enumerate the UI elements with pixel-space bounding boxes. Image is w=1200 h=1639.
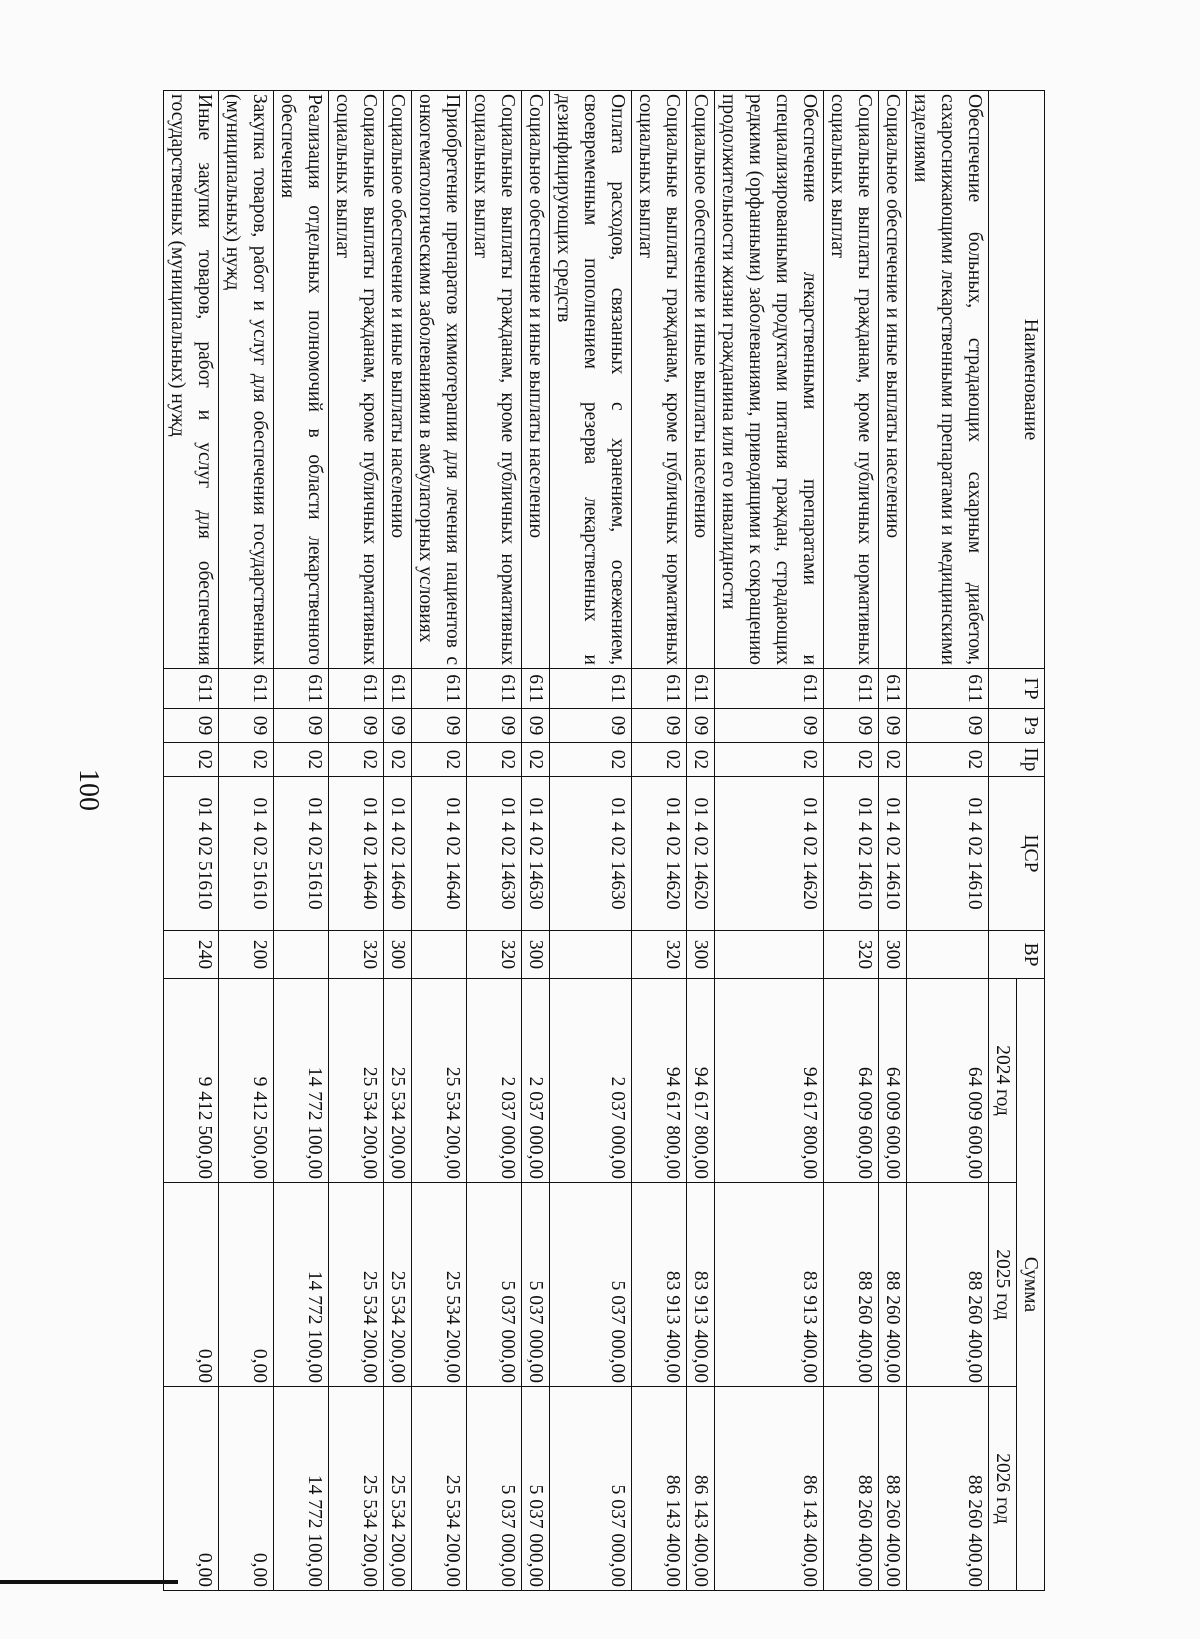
row-rz: 09 [715,709,824,743]
row-sum-2025: 0,00 [164,1183,219,1387]
row-vr: 320 [632,931,687,979]
row-rz: 09 [522,709,550,743]
row-pr: 02 [687,743,715,777]
table-row [412,91,467,1591]
row-sum-2026: 86 143 400,00 [687,1387,715,1591]
row-sum-2026: 86 143 400,00 [632,1387,687,1591]
row-sum-2025: 5 037 000,00 [467,1183,522,1387]
header-name: Наименование [989,91,1045,669]
row-name: Обеспечение больных, страдающих сахарным диабетом, сахароснижающими лекарственными препаратами и медицинскими изделиями [907,91,989,669]
row-pr: 02 [550,743,632,777]
row-rz: 09 [274,709,329,743]
row-rz: 09 [907,709,989,743]
rotated-table-container [167,90,1045,1590]
row-rz: 09 [329,709,384,743]
table-row [550,91,632,1591]
row-pr: 02 [879,743,907,777]
header-pr: Пр [989,743,1045,777]
row-sum-2025: 0,00 [219,1183,274,1387]
row-rz: 09 [412,709,467,743]
row-sum-2024: 64 009 600,00 [824,979,879,1183]
row-sum-2024: 25 534 200,00 [329,979,384,1183]
row-csr: 01 4 02 51610 [219,777,274,931]
row-vr: 300 [522,931,550,979]
row-rz: 09 [632,709,687,743]
table-row [384,91,412,1591]
table-header [989,91,1045,1591]
row-name: Приобретение препаратов химиотерапии для лечения пациентов с онкогематологическими заболеваниями в амбулаторных условиях [412,91,467,669]
header-csr: ЦСР [989,777,1045,931]
row-vr [412,931,467,979]
row-rz: 09 [467,709,522,743]
row-name: Социальные выплаты гражданам, кроме публичных нормативных социальных выплат [467,91,522,669]
row-csr: 01 4 02 14630 [550,777,632,931]
page-number: 100 [73,769,104,811]
row-pr: 02 [907,743,989,777]
table-row [329,91,384,1591]
row-sum-2026: 25 534 200,00 [329,1387,384,1591]
row-vr: 200 [219,931,274,979]
row-rz: 09 [687,709,715,743]
row-pr: 02 [715,743,824,777]
header-vr: ВР [989,931,1045,979]
row-vr [907,931,989,979]
row-sum-2025: 25 534 200,00 [329,1183,384,1387]
table-row [824,91,879,1591]
row-rz: 09 [164,709,219,743]
row-vr: 320 [329,931,384,979]
row-csr: 01 4 02 14640 [329,777,384,931]
table-row [274,91,329,1591]
row-sum-2026: 25 534 200,00 [412,1387,467,1591]
row-sum-2026: 5 037 000,00 [467,1387,522,1591]
row-sum-2026: 88 260 400,00 [824,1387,879,1591]
row-gr: 611 [274,669,329,709]
row-sum-2025: 14 772 100,00 [274,1183,329,1387]
row-gr: 611 [522,669,550,709]
row-gr: 611 [550,669,632,709]
row-gr: 611 [907,669,989,709]
table-row [879,91,907,1591]
budget-table [163,90,1045,1591]
row-gr: 611 [632,669,687,709]
row-gr: 611 [467,669,522,709]
scan-edge-mark [0,1580,178,1584]
row-csr: 01 4 02 14620 [715,777,824,931]
row-gr: 611 [329,669,384,709]
row-sum-2026: 0,00 [219,1387,274,1591]
row-sum-2024: 2 037 000,00 [467,979,522,1183]
row-sum-2025: 5 037 000,00 [550,1183,632,1387]
row-sum-2024: 2 037 000,00 [522,979,550,1183]
table-row [219,91,274,1591]
row-pr: 02 [164,743,219,777]
row-sum-2026: 5 037 000,00 [522,1387,550,1591]
table-row [467,91,522,1591]
row-pr: 02 [384,743,412,777]
row-csr: 01 4 02 14640 [412,777,467,931]
row-sum-2024: 9 412 500,00 [219,979,274,1183]
table-row [715,91,824,1591]
row-csr: 01 4 02 14610 [824,777,879,931]
row-name: Социальное обеспечение и иные выплаты населению [522,91,550,669]
header-rz: Рз [989,709,1045,743]
row-vr: 320 [467,931,522,979]
row-vr: 300 [879,931,907,979]
table-row [632,91,687,1591]
row-rz: 09 [879,709,907,743]
row-sum-2024: 14 772 100,00 [274,979,329,1183]
row-sum-2024: 94 617 800,00 [715,979,824,1183]
row-csr: 01 4 02 14620 [632,777,687,931]
row-sum-2024: 9 412 500,00 [164,979,219,1183]
row-gr: 611 [164,669,219,709]
table-row [687,91,715,1591]
row-sum-2026: 25 534 200,00 [384,1387,412,1591]
row-name: Обеспечение лекарственными препаратами и специализированными продуктами питания граждан, страдающих редкими (орфанными) заболеваниями, приводящими к сокращению продолжительности жизни гражданина или его инвалидности [715,91,824,669]
header-sum: Сумма [1017,979,1045,1591]
row-sum-2026: 88 260 400,00 [879,1387,907,1591]
row-sum-2024: 94 617 800,00 [687,979,715,1183]
row-vr: 300 [384,931,412,979]
row-csr: 01 4 02 14640 [384,777,412,931]
row-vr [274,931,329,979]
row-sum-2025: 88 260 400,00 [907,1183,989,1387]
row-name: Социальное обеспечение и иные выплаты населению [687,91,715,669]
row-gr: 611 [412,669,467,709]
row-name: Закупка товаров, работ и услуг для обеспечения государственных (муниципальных) нужд [219,91,274,669]
row-gr: 611 [219,669,274,709]
row-pr: 02 [329,743,384,777]
table-row [907,91,989,1591]
row-sum-2024: 25 534 200,00 [384,979,412,1183]
row-pr: 02 [274,743,329,777]
row-csr: 01 4 02 14610 [907,777,989,931]
row-name: Социальные выплаты гражданам, кроме публичных нормативных социальных выплат [329,91,384,669]
row-sum-2026: 5 037 000,00 [550,1387,632,1591]
row-name: Реализация отдельных полномочий в области лекарственного обеспечения [274,91,329,669]
row-vr: 300 [687,931,715,979]
row-name: Иные закупки товаров, работ и услуг для обеспечения государственных (муниципальных) нужд [164,91,219,669]
row-gr: 611 [384,669,412,709]
row-sum-2024: 64 009 600,00 [879,979,907,1183]
table-body [164,91,989,1591]
row-csr: 01 4 02 14610 [879,777,907,931]
row-pr: 02 [522,743,550,777]
row-sum-2024: 25 534 200,00 [412,979,467,1183]
row-csr: 01 4 02 14630 [467,777,522,931]
row-pr: 02 [824,743,879,777]
row-vr: 240 [164,931,219,979]
row-sum-2025: 83 913 400,00 [632,1183,687,1387]
row-pr: 02 [219,743,274,777]
row-pr: 02 [412,743,467,777]
row-csr: 01 4 02 14620 [687,777,715,931]
row-sum-2025: 88 260 400,00 [824,1183,879,1387]
table-row [522,91,550,1591]
row-csr: 01 4 02 51610 [164,777,219,931]
row-sum-2026: 0,00 [164,1387,219,1591]
row-rz: 09 [219,709,274,743]
row-name: Оплата расходов, связанных с хранением, освежением, своевременным пополнением резерва лекарственных и дезинфицирующих средств [550,91,632,669]
row-rz: 09 [824,709,879,743]
row-rz: 09 [550,709,632,743]
header-gr: ГР [989,669,1045,709]
row-gr: 611 [715,669,824,709]
row-name: Социальное обеспечение и иные выплаты населению [879,91,907,669]
row-rz: 09 [384,709,412,743]
row-sum-2025: 83 913 400,00 [715,1183,824,1387]
header-year-2024: 2024 год [989,979,1017,1183]
row-vr: 320 [824,931,879,979]
row-csr: 01 4 02 51610 [274,777,329,931]
row-pr: 02 [632,743,687,777]
row-sum-2025: 5 037 000,00 [522,1183,550,1387]
row-vr [550,931,632,979]
row-pr: 02 [467,743,522,777]
row-sum-2025: 25 534 200,00 [412,1183,467,1387]
row-name: Социальные выплаты гражданам, кроме публичных нормативных социальных выплат [632,91,687,669]
table-row [164,91,219,1591]
row-sum-2024: 64 009 600,00 [907,979,989,1183]
row-gr: 611 [824,669,879,709]
row-name: Социальное обеспечение и иные выплаты населению [384,91,412,669]
row-vr [715,931,824,979]
row-name: Социальные выплаты гражданам, кроме публичных нормативных социальных выплат [824,91,879,669]
header-year-2025: 2025 год [989,1183,1017,1387]
row-sum-2024: 2 037 000,00 [550,979,632,1183]
row-sum-2025: 25 534 200,00 [384,1183,412,1387]
row-sum-2026: 88 260 400,00 [907,1387,989,1591]
row-gr: 611 [687,669,715,709]
row-gr: 611 [879,669,907,709]
row-sum-2025: 88 260 400,00 [879,1183,907,1387]
row-sum-2026: 14 772 100,00 [274,1387,329,1591]
header-year-2026: 2026 год [989,1387,1017,1591]
row-csr: 01 4 02 14630 [522,777,550,931]
row-sum-2024: 94 617 800,00 [632,979,687,1183]
row-sum-2025: 83 913 400,00 [687,1183,715,1387]
row-sum-2026: 86 143 400,00 [715,1387,824,1591]
